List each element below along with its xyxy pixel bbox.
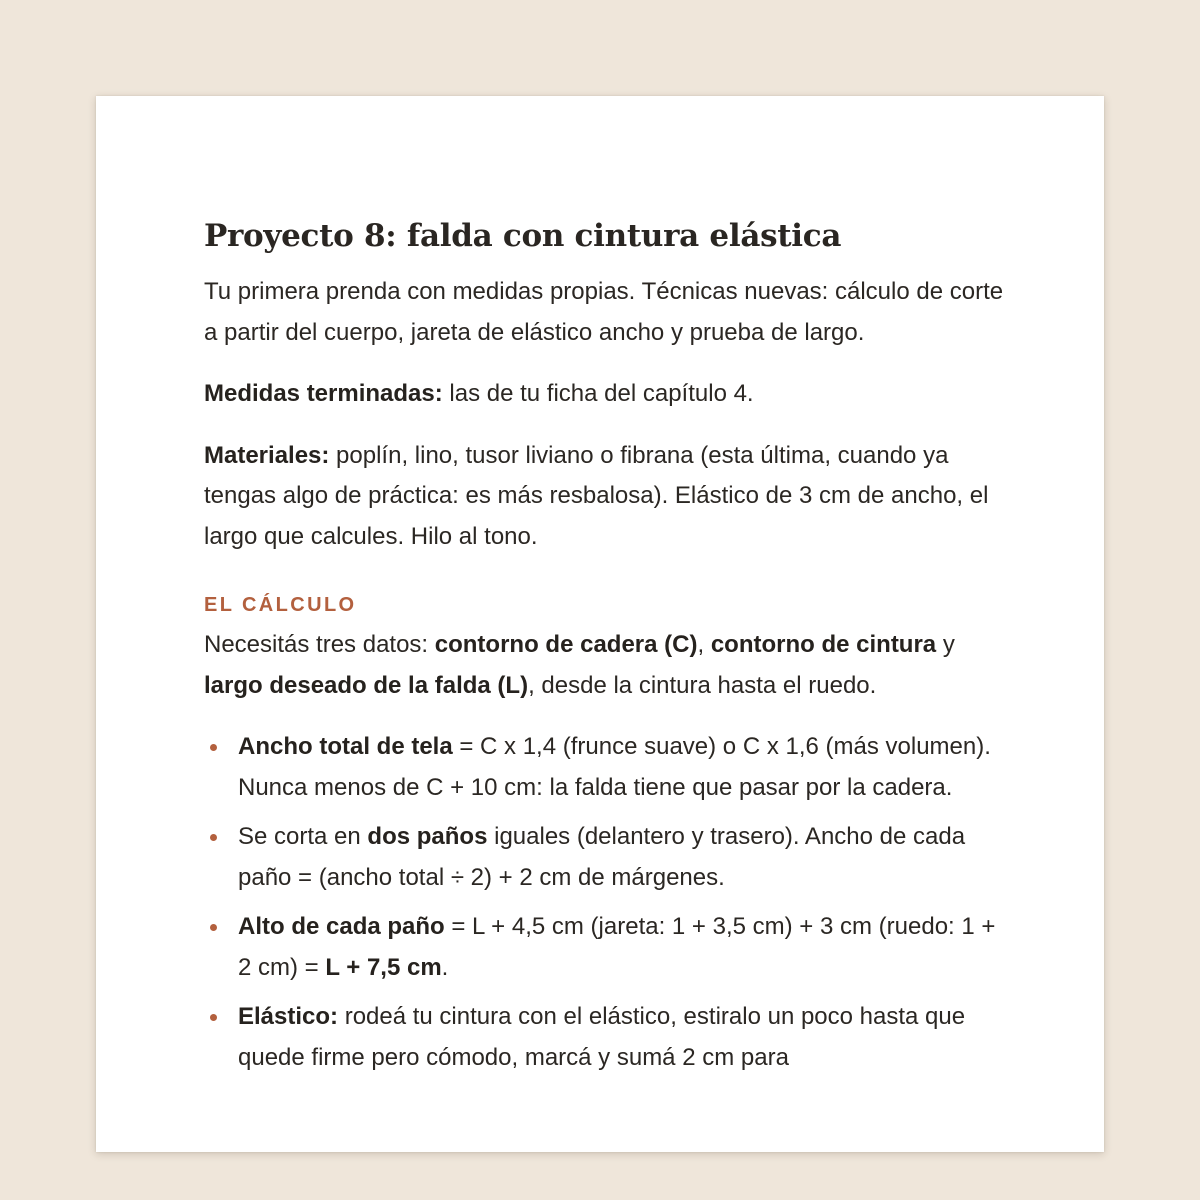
- calc-intro-text-3: y: [936, 631, 955, 658]
- calc-intro-text-1: Necesitás tres datos:: [204, 631, 435, 658]
- ancho-text: = C x 1,4 (frunce suave) o C x 1,6 (más volumen). Nunca menos de C + 10 cm: la falda tiene que pasar por la cadera.: [238, 733, 991, 801]
- calc-intro-bold-1: contorno de cadera (C): [434, 631, 698, 658]
- medidas-paragraph: [204, 374, 1004, 415]
- materiales-label: Materiales:: [204, 441, 330, 469]
- calc-list: [204, 727, 1004, 1078]
- bullet-dot: [210, 1014, 217, 1021]
- elastico-text: rodeá tu cintura con el elástico, estiralo un poco hasta que quede firme pero cómodo, marcá y sumá 2 cm para: [238, 1003, 966, 1071]
- alto-text: = L + 4,5 cm (jareta: 1 + 3,5 cm) + 3 cm (ruedo: 1 + 2 cm) =: [238, 913, 996, 981]
- list-item-elastico: [204, 997, 1004, 1078]
- list-item-alto: [204, 907, 1004, 988]
- materiales-paragraph: [204, 436, 1004, 558]
- calc-intro-bold-2: contorno de cintura: [710, 631, 937, 658]
- document-page: [96, 96, 1104, 1152]
- alto-end: .: [441, 953, 449, 981]
- document-content: [204, 214, 1004, 1087]
- calc-intro-text-2: ,: [697, 631, 711, 658]
- bullet-dot: [210, 834, 217, 841]
- calc-intro-bold-3: largo deseado de la falda (L): [204, 671, 529, 699]
- list-item-ancho: [204, 727, 1004, 808]
- ancho-label: Ancho total de tela: [238, 733, 453, 760]
- bullet-dot: [210, 744, 217, 751]
- page-title: Proyecto 8: falda con cintura elástica: [204, 218, 842, 254]
- bullet-dot: [210, 924, 217, 931]
- medidas-text: las de tu ficha del capítulo 4.: [442, 380, 754, 407]
- panos-text-2: iguales (delantero y trasero). Ancho de cada paño = (ancho total ÷ 2) + 2 cm de márgenes.: [238, 823, 966, 891]
- section-heading: EL CÁLCULO: [204, 594, 357, 616]
- intro-paragraph: Tu primera prenda con medidas propias. Técnicas nuevas: cálculo de corte a partir del cuerpo, jareta de elástico ancho y prueba de largo.: [204, 278, 1004, 346]
- list-item-panos: [204, 817, 1004, 898]
- medidas-label: Medidas terminadas:: [204, 380, 443, 407]
- materiales-text: poplín, lino, tusor liviano o fibrana (esta última, cuando ya tengas algo de práctica: es más resbalosa). Elástico de 3 cm de ancho, el largo que calcules. Hilo al tono.: [204, 441, 989, 550]
- alto-result: L + 7,5 cm: [325, 953, 442, 981]
- alto-label: Alto de cada paño: [238, 913, 445, 940]
- calc-intro-text-4: , desde la cintura hasta el ruedo.: [528, 671, 877, 699]
- calc-intro-paragraph: [204, 625, 1004, 706]
- panos-text-1: Se corta en: [238, 823, 368, 850]
- panos-bold: dos paños: [367, 823, 488, 850]
- elastico-label: Elástico:: [238, 1003, 339, 1030]
